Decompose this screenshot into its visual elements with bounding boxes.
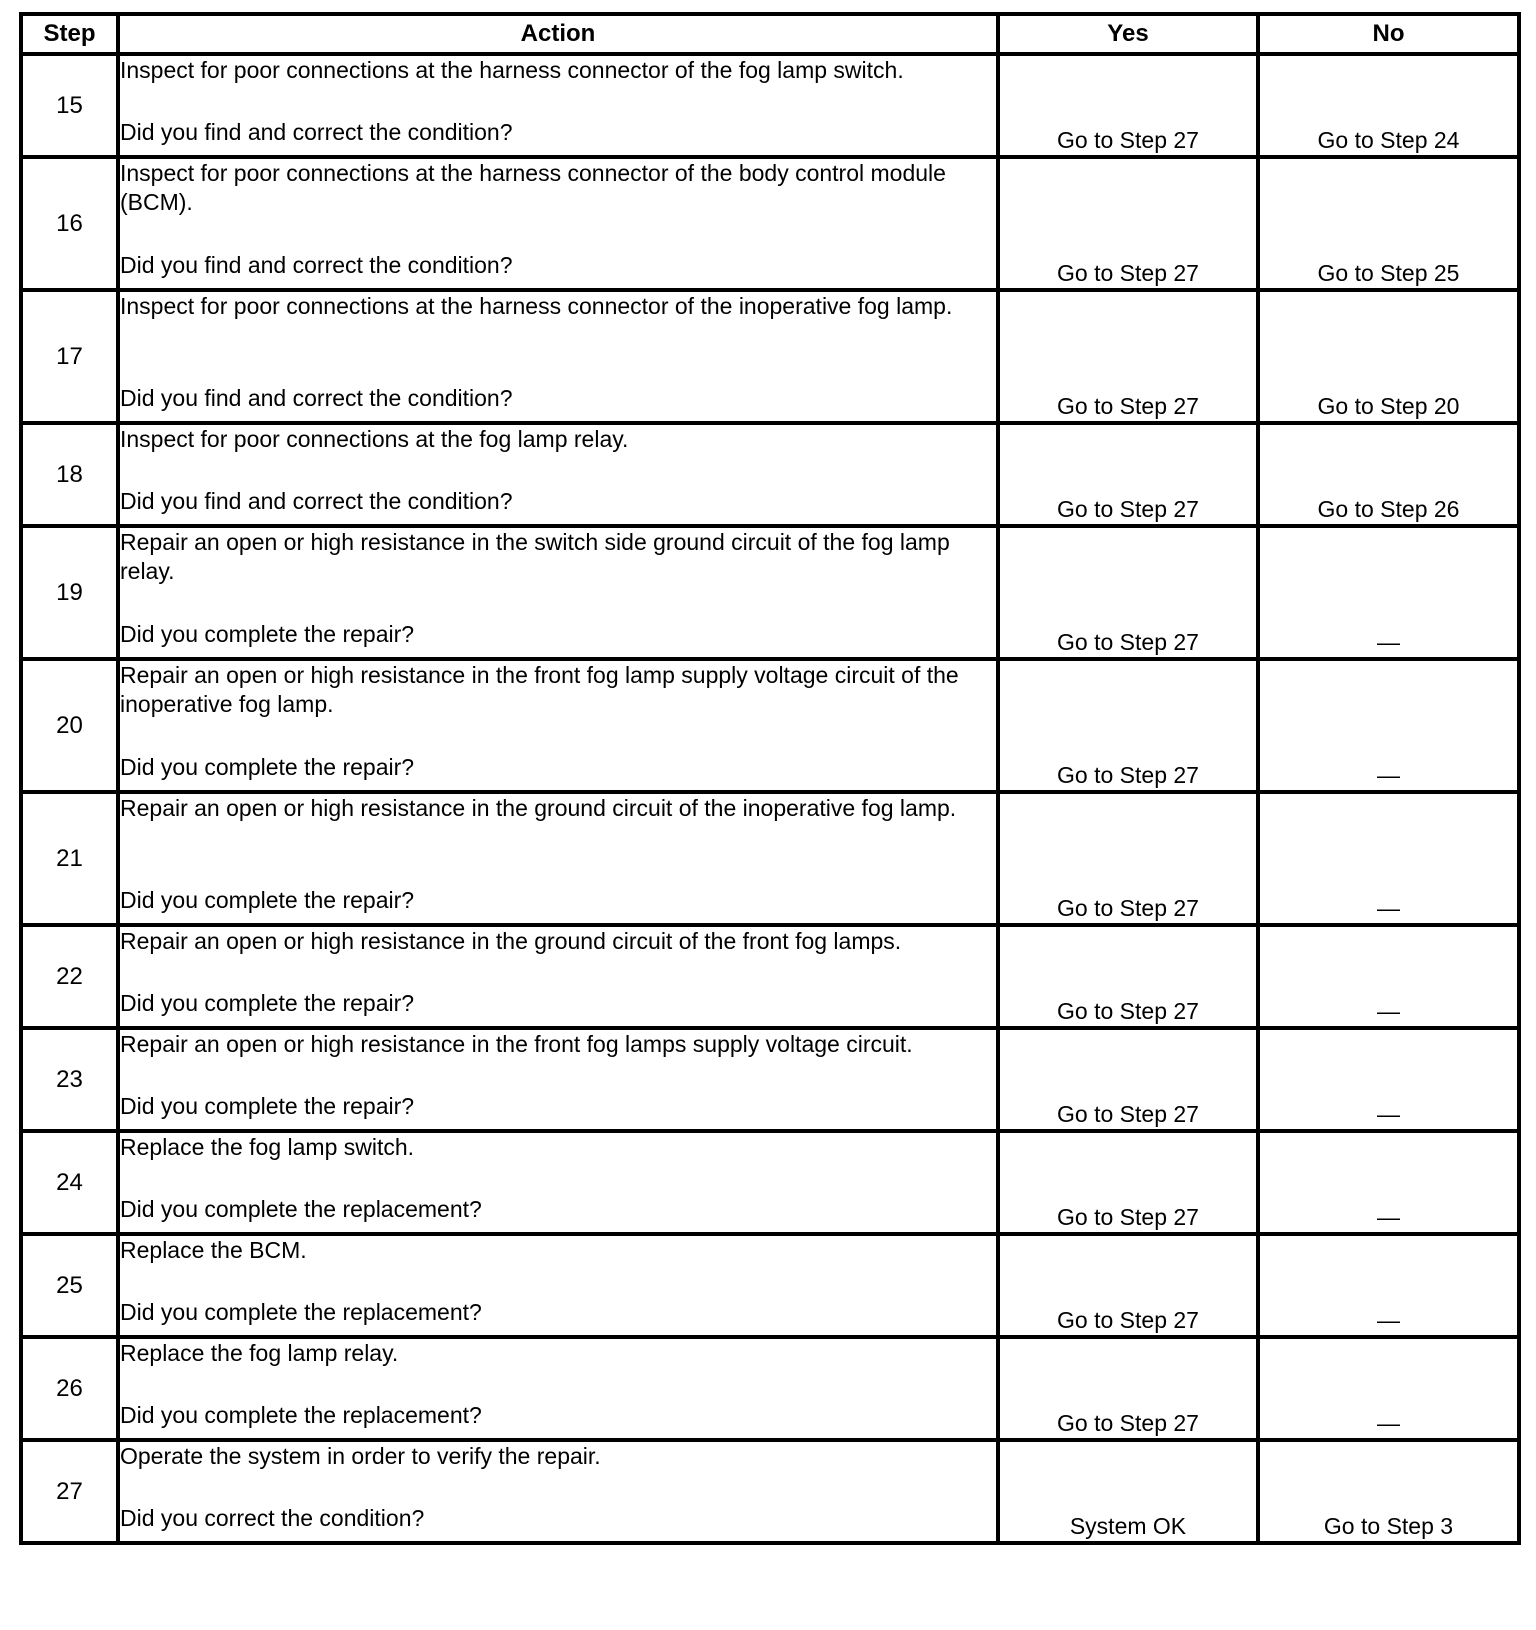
step-number: 21	[21, 792, 118, 925]
no-result: Go to Step 25	[1258, 157, 1519, 290]
step-number: 17	[21, 290, 118, 423]
action-instruction: Inspect for poor connections at the harness connector of the fog lamp switch.	[120, 57, 904, 83]
action-instruction: Inspect for poor connections at the harness connector of the body control module (BCM).	[120, 160, 946, 215]
step-number: 16	[21, 157, 118, 290]
yes-result: Go to Step 27	[998, 526, 1258, 659]
yes-result: Go to Step 27	[998, 423, 1258, 526]
action-cell	[118, 1131, 998, 1234]
table-row	[21, 290, 1519, 423]
yes-result: Go to Step 27	[998, 1131, 1258, 1234]
step-number: 25	[21, 1234, 118, 1337]
action-cell	[118, 1234, 998, 1337]
action-instruction: Repair an open or high resistance in the ground circuit of the front fog lamps.	[120, 928, 902, 954]
table-row	[21, 54, 1519, 157]
step-number: 20	[21, 659, 118, 792]
action-question: Did you find and correct the condition?	[120, 385, 513, 411]
action-question: Did you complete the replacement?	[120, 1196, 482, 1222]
yes-result: Go to Step 27	[998, 1234, 1258, 1337]
no-result: —	[1258, 1234, 1519, 1337]
action-question: Did you complete the repair?	[120, 754, 415, 780]
action-cell	[118, 423, 998, 526]
yes-result: Go to Step 27	[998, 290, 1258, 423]
no-result: Go to Step 20	[1258, 290, 1519, 423]
action-cell	[118, 526, 998, 659]
step-number: 24	[21, 1131, 118, 1234]
header-step: Step	[21, 14, 118, 54]
no-result: Go to Step 24	[1258, 54, 1519, 157]
table-row	[21, 1440, 1519, 1543]
no-result: —	[1258, 526, 1519, 659]
action-instruction: Replace the fog lamp switch.	[120, 1134, 415, 1160]
action-cell	[118, 925, 998, 1028]
yes-result: Go to Step 27	[998, 157, 1258, 290]
action-cell	[118, 1337, 998, 1440]
no-result: —	[1258, 792, 1519, 925]
action-question: Did you complete the repair?	[120, 1093, 415, 1119]
action-cell	[118, 157, 998, 290]
action-cell	[118, 54, 998, 157]
action-question: Did you find and correct the condition?	[120, 488, 513, 514]
yes-result: Go to Step 27	[998, 659, 1258, 792]
step-number: 15	[21, 54, 118, 157]
action-instruction: Inspect for poor connections at the fog lamp relay.	[120, 426, 629, 452]
action-instruction: Inspect for poor connections at the harness connector of the inoperative fog lamp.	[120, 293, 953, 319]
step-number: 19	[21, 526, 118, 659]
yes-result: Go to Step 27	[998, 792, 1258, 925]
action-question: Did you complete the repair?	[120, 621, 415, 647]
action-question: Did you complete the replacement?	[120, 1299, 482, 1325]
action-instruction: Replace the BCM.	[120, 1237, 307, 1263]
step-number: 26	[21, 1337, 118, 1440]
yes-result: Go to Step 27	[998, 1028, 1258, 1131]
action-question: Did you find and correct the condition?	[120, 252, 513, 278]
action-instruction: Repair an open or high resistance in the switch side ground circuit of the fog lamp relay.	[120, 529, 950, 584]
table-row	[21, 526, 1519, 659]
action-instruction: Repair an open or high resistance in the front fog lamp supply voltage circuit of the inoperative fog lamp.	[120, 662, 959, 717]
step-number: 27	[21, 1440, 118, 1543]
action-question: Did you complete the replacement?	[120, 1402, 482, 1428]
action-instruction: Operate the system in order to verify the repair.	[120, 1443, 601, 1469]
step-number: 22	[21, 925, 118, 1028]
action-instruction: Replace the fog lamp relay.	[120, 1340, 399, 1366]
diagnostic-table	[19, 12, 1521, 1545]
table-row	[21, 1234, 1519, 1337]
table-row	[21, 925, 1519, 1028]
action-cell	[118, 1440, 998, 1543]
header-row	[21, 14, 1519, 54]
table-row	[21, 1337, 1519, 1440]
yes-result: Go to Step 27	[998, 54, 1258, 157]
yes-result: System OK	[998, 1440, 1258, 1543]
action-instruction: Repair an open or high resistance in the front fog lamps supply voltage circuit.	[120, 1031, 913, 1057]
action-question: Did you correct the condition?	[120, 1505, 425, 1531]
table-row	[21, 792, 1519, 925]
step-number: 23	[21, 1028, 118, 1131]
no-result: —	[1258, 1028, 1519, 1131]
header-action: Action	[118, 14, 998, 54]
step-number: 18	[21, 423, 118, 526]
no-result: —	[1258, 659, 1519, 792]
action-cell	[118, 792, 998, 925]
action-question: Did you complete the repair?	[120, 990, 415, 1016]
table-row	[21, 423, 1519, 526]
no-result: Go to Step 26	[1258, 423, 1519, 526]
action-instruction: Repair an open or high resistance in the ground circuit of the inoperative fog lamp.	[120, 795, 957, 821]
header-yes: Yes	[998, 14, 1258, 54]
table-row	[21, 157, 1519, 290]
table-row	[21, 1028, 1519, 1131]
yes-result: Go to Step 27	[998, 1337, 1258, 1440]
no-result: —	[1258, 925, 1519, 1028]
action-cell	[118, 659, 998, 792]
diagnostic-table-container	[19, 12, 1521, 1545]
action-question: Did you find and correct the condition?	[120, 119, 513, 145]
table-row	[21, 1131, 1519, 1234]
action-cell	[118, 1028, 998, 1131]
no-result: —	[1258, 1131, 1519, 1234]
action-cell	[118, 290, 998, 423]
header-no: No	[1258, 14, 1519, 54]
yes-result: Go to Step 27	[998, 925, 1258, 1028]
action-question: Did you complete the repair?	[120, 887, 415, 913]
table-row	[21, 659, 1519, 792]
no-result: Go to Step 3	[1258, 1440, 1519, 1543]
no-result: —	[1258, 1337, 1519, 1440]
